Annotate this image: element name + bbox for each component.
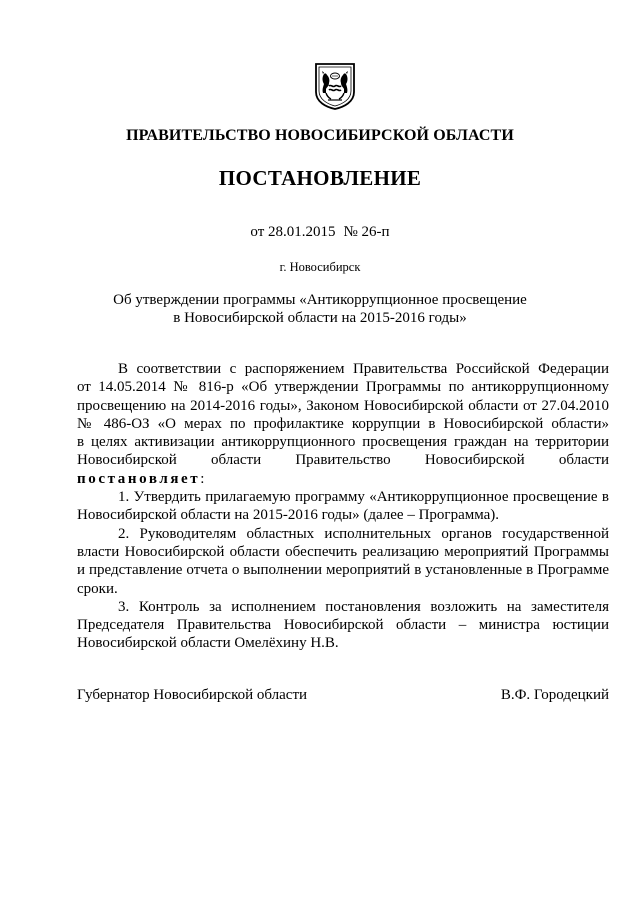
resolves-line [77, 470, 609, 488]
document-type-title: ПОСТАНОВЛЕНИЕ [218, 166, 422, 190]
coat-of-arms-icon [314, 62, 356, 110]
document-date: от 28.01.2015 [250, 224, 336, 240]
item-1: 1. Утвердить прилагаемую программу «Антикоррупционное просвещение в Новосибирской области на 2015-2016 годы» (далее – Программа). [77, 489, 609, 524]
signatory-position: Губернатор Новосибирской области [77, 687, 308, 703]
preamble-line-4: № 486-ОЗ «О мерах по профилактике коррупции в Новосибирской области» [77, 415, 609, 432]
city: г. Новосибирск [279, 260, 361, 274]
resolves-colon: : [200, 470, 205, 487]
subject-line-2: в Новосибирской области на 2015-2016 годы» [173, 310, 467, 326]
subject-line-1: Об утверждении программы «Антикоррупционное просвещение [113, 292, 527, 308]
document-number: № 26-п [343, 224, 390, 240]
preamble-line-1: В соответствии с распоряжением Правительства Российской Федерации [118, 361, 609, 377]
resolves-word: постановляет [77, 470, 201, 487]
document-body [77, 360, 609, 653]
preamble-line-2: от 14.05.2014 № 816-р «Об утверждении Программы по антикоррупционному [77, 379, 609, 396]
preamble-line-5: в целях активизации антикоррупционного просвещения граждан на территории [77, 434, 609, 451]
date-number-line [0, 224, 640, 241]
document-subject [0, 291, 640, 327]
preamble-line-3: просвещению на 2014-2016 годы», Законом Новосибирской области от 27.04.2010 [77, 397, 609, 414]
signatory-name: В.Ф. Городецкий [500, 687, 609, 703]
item-2: 2. Руководителям областных исполнительных органов государственной власти Новосибирской области обеспечить реализацию мероприятий Программы и представление отчета о выполнении мероприятий в установленные в Программе сроки. [77, 525, 609, 597]
organization-title: ПРАВИТЕЛЬСТВО НОВОСИБИРСКОЙ ОБЛАСТИ [126, 127, 514, 144]
preamble-line-6: Новосибирской области Правительство Новосибирской области [77, 452, 609, 469]
item-3: 3. Контроль за исполнением постановления возложить на заместителя Председателя Правительства Новосибирской области – министра юстиции Новосибирской области Омелёхину Н.В. [77, 598, 609, 652]
